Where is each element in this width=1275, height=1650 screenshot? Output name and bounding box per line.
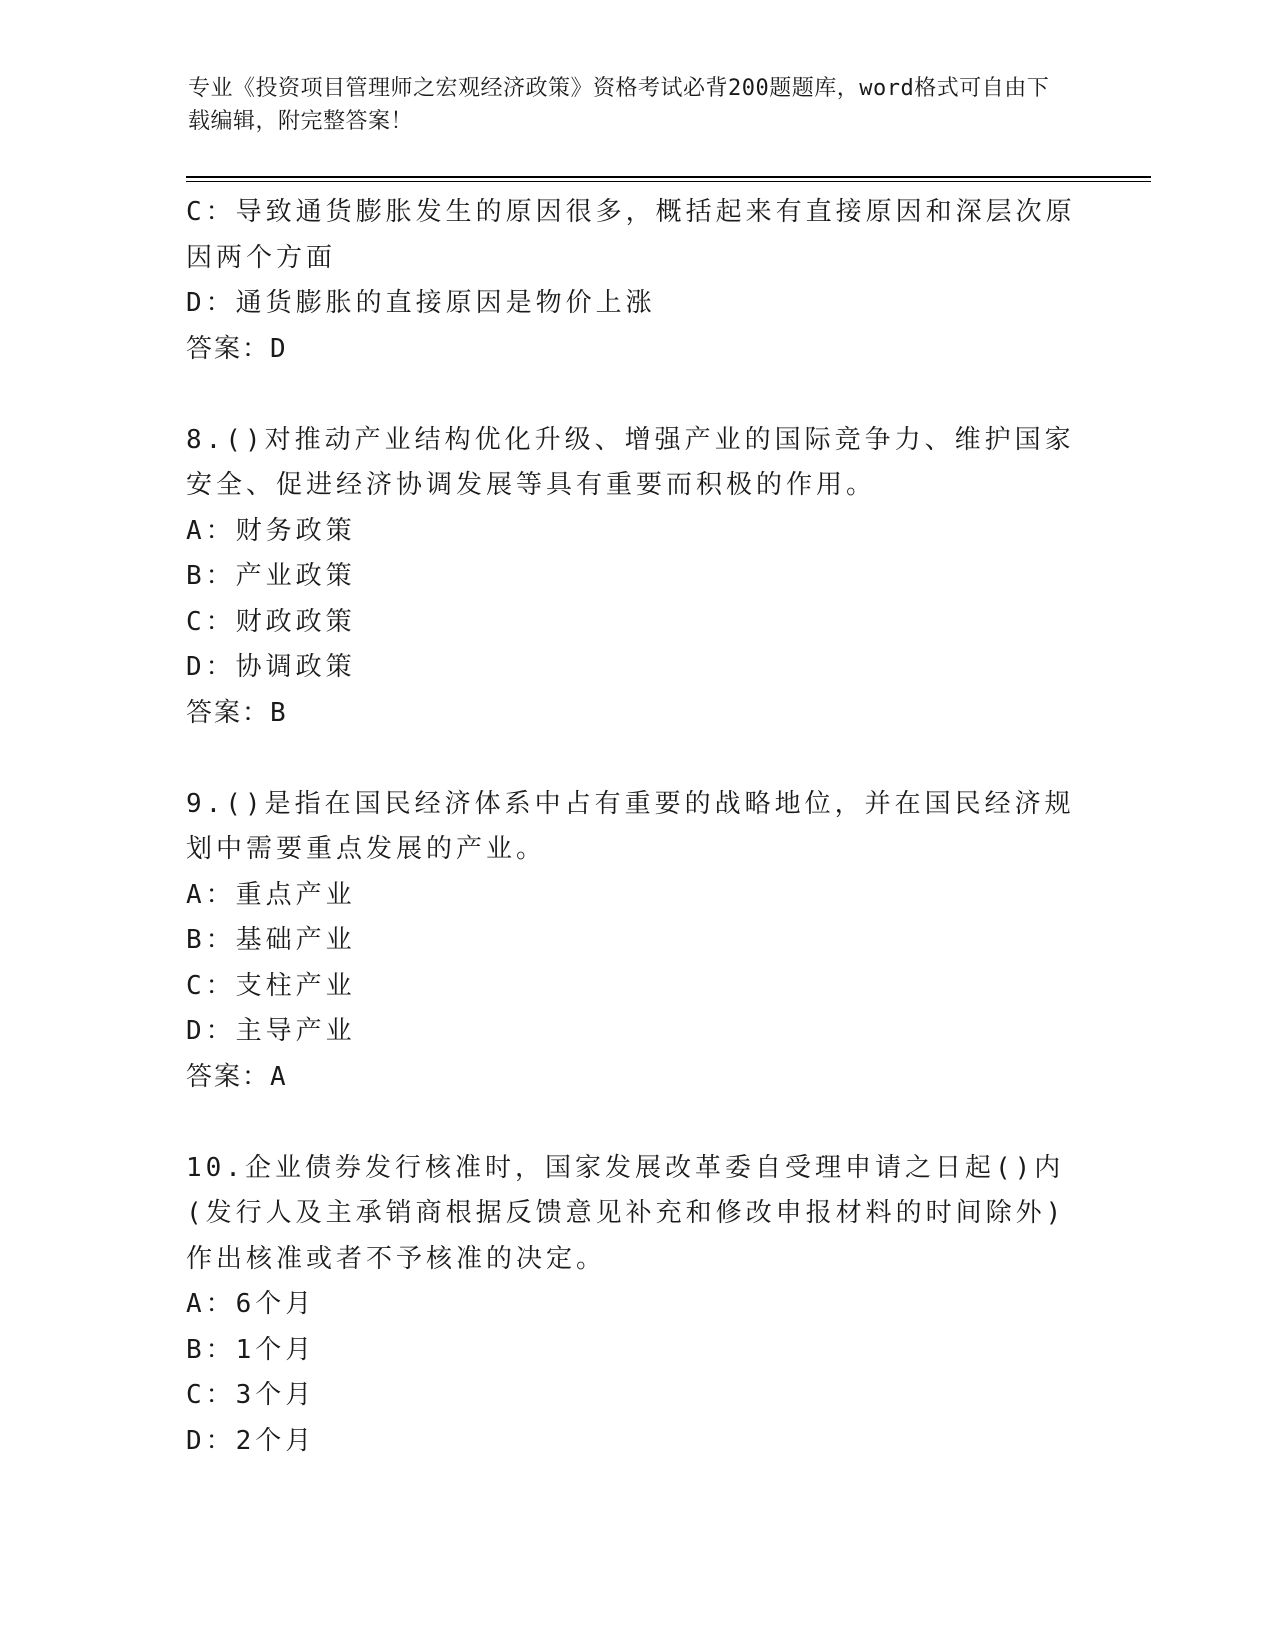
q7-option-d: D：通货膨胀的直接原因是物价上涨 — [186, 288, 656, 318]
q8-option-d: D：协调政策 — [186, 652, 356, 682]
q10-option-a: A：6个月 — [186, 1289, 316, 1319]
question-content — [186, 190, 1086, 1464]
spacer — [186, 736, 1086, 782]
q8-option-c: C：财政政策 — [186, 606, 356, 637]
q7-option-c: C：导致通货膨胀发生的原因很多，概括起来有直接原因和深层次原因两个方面 — [186, 197, 1076, 273]
q9-option-d: D：主导产业 — [186, 1016, 356, 1046]
q7-answer: 答案：D — [186, 333, 288, 364]
spacer — [186, 1100, 1086, 1146]
q8-question: 8.()对推动产业结构优化升级、增强产业的国际竞争力、维护国家安全、促进经济协调发展等具有重要而积极的作用。 — [186, 424, 1075, 500]
q9-option-c: C：支柱产业 — [186, 970, 356, 1001]
document-header: 专业《投资项目管理师之宏观经济政策》资格考试必背200题题库，word格式可自由下载编辑，附完整答案！ — [188, 76, 1050, 134]
q10-option-b: B：1个月 — [186, 1334, 316, 1365]
q8-option-a: A：财务政策 — [186, 515, 356, 546]
q9-option-a: A：重点产业 — [186, 879, 356, 910]
header-rule-thick — [186, 176, 1151, 178]
q10-option-d: D：2个月 — [186, 1425, 316, 1456]
header-rule-thin — [186, 181, 1151, 182]
q10-option-c: C：3个月 — [186, 1380, 316, 1410]
spacer — [186, 372, 1086, 418]
q9-option-b: B：基础产业 — [186, 925, 356, 955]
q8-option-b: B：产业政策 — [186, 561, 356, 591]
q9-answer: 答案：A — [186, 1061, 288, 1092]
q8-answer: 答案：B — [186, 697, 288, 728]
q9-question: 9.()是指在国民经济体系中占有重要的战略地位，并在国民经济规划中需要重点发展的产业。 — [186, 788, 1075, 864]
q10-question: 10.企业债券发行核准时，国家发展改革委自受理申请之日起()内(发行人及主承销商根据反馈意见补充和修改申报材料的时间除外)作出核准或者不予核准的决定。 — [186, 1152, 1066, 1274]
